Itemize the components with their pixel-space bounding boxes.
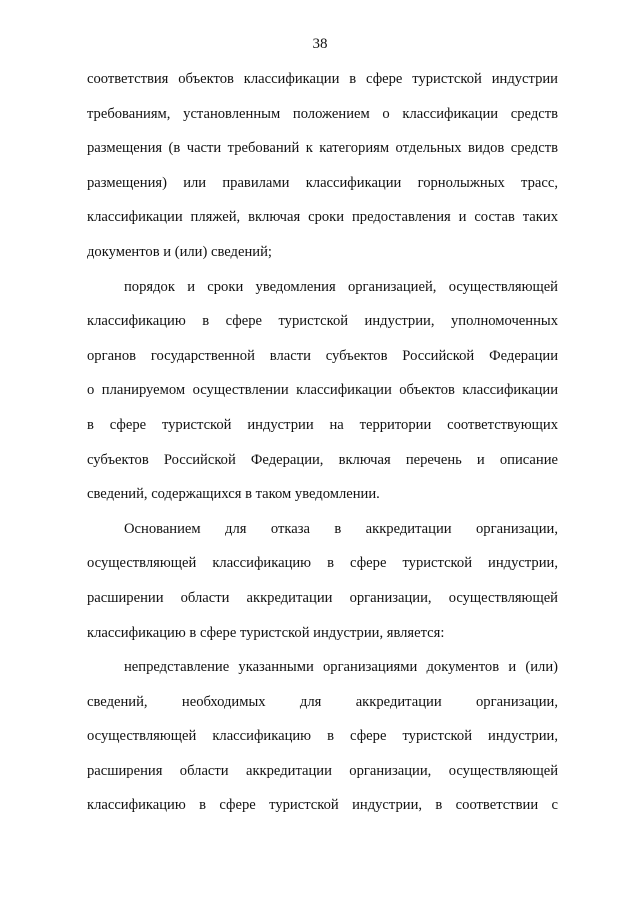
text-line: расширении области аккредитации организации, осуществляющей xyxy=(87,589,558,606)
paragraph xyxy=(87,512,558,650)
text-line: требованиям, установленным положением о классификации средств xyxy=(87,105,558,122)
text-line: сведений, необходимых для аккредитации организации, xyxy=(87,693,558,710)
text-line: непредставление указанными организациями документов и (или) xyxy=(124,659,558,676)
text-line: расширения области аккредитации организации, осуществляющей xyxy=(87,762,558,779)
text-line: сведений, содержащихся в таком уведомлении. xyxy=(87,486,380,503)
text-line: о планируемом осуществлении классификации объектов классификации xyxy=(87,382,558,399)
text-line: осуществляющей классификацию в сфере туристской индустрии, xyxy=(87,728,558,745)
text-line: органов государственной власти субъектов Российской Федерации xyxy=(87,347,558,364)
paragraph xyxy=(87,62,558,270)
text-line: осуществляющей классификацию в сфере туристской индустрии, xyxy=(87,555,558,572)
text-line: соответствия объектов классификации в сфере туристской индустрии xyxy=(87,71,558,87)
page-number: 38 xyxy=(312,36,328,52)
text-line: документов и (или) сведений; xyxy=(87,243,272,260)
text-line: размещения (в части требований к категориям отдельных видов средств xyxy=(87,140,558,157)
paragraph xyxy=(87,270,558,512)
text-line: Основанием для отказа в аккредитации организации, xyxy=(124,520,558,537)
text-line: классификации пляжей, включая сроки предоставления и состав таких xyxy=(87,209,558,226)
text-line: классификацию в сфере туристской индустрии, уполномоченных xyxy=(87,313,558,330)
text-line: размещения) или правилами классификации горнолыжных трасс, xyxy=(87,174,558,191)
text-line: классификацию в сфере туристской индустрии, является: xyxy=(87,624,445,641)
text-line: в сфере туристской индустрии на территории соответствующих xyxy=(87,416,558,433)
text-line: классификацию в сфере туристской индустрии, в соответствии с xyxy=(87,797,558,814)
document-body xyxy=(87,62,558,823)
text-line: субъектов Российской Федерации, включая перечень и описание xyxy=(87,451,558,468)
paragraph xyxy=(87,650,558,823)
text-line: порядок и сроки уведомления организацией, осуществляющей xyxy=(124,278,558,295)
